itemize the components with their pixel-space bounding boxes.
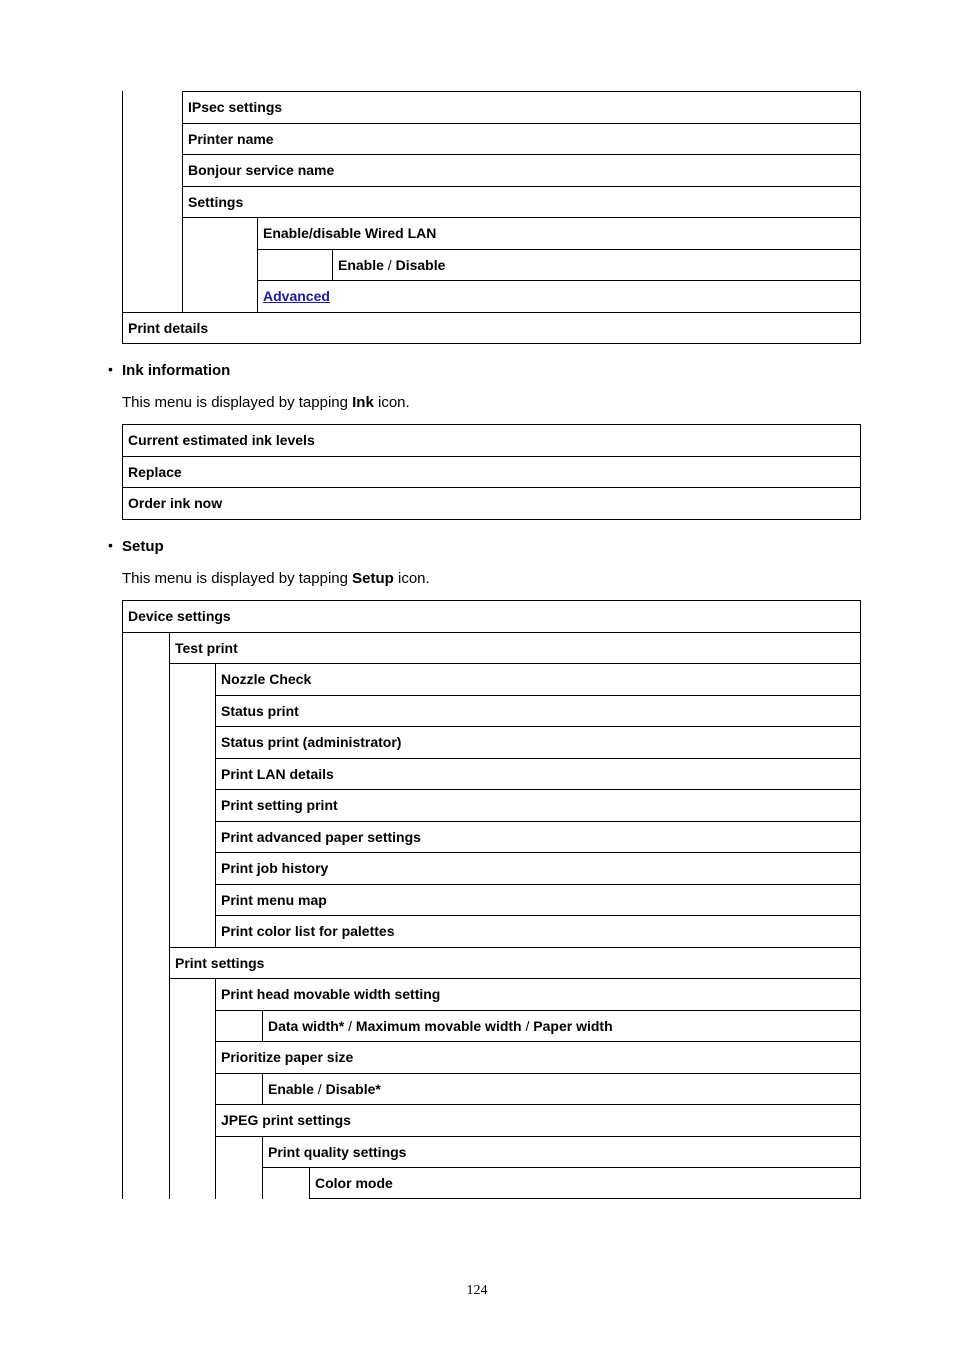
printer-name-row: Printer name <box>182 123 861 155</box>
enable-wired-lan-row: Enable/disable Wired LAN <box>257 217 861 250</box>
test-print-item: Print menu map <box>215 884 861 916</box>
option-enable: Enable <box>338 257 384 273</box>
enable-disable-row <box>332 249 861 281</box>
option-separator: / <box>344 1018 356 1034</box>
advanced-link[interactable]: Advanced <box>263 288 330 304</box>
jpeg-print-settings-row: JPEG print settings <box>215 1104 861 1137</box>
option-disable: Disable <box>395 257 446 273</box>
setup-desc-bold: Setup <box>352 570 394 587</box>
ink-desc-prefix: This menu is displayed by tapping <box>122 394 353 411</box>
option-enable: Enable <box>268 1081 314 1097</box>
test-print-item: Print color list for palettes <box>215 915 861 948</box>
option-max-movable-width: Maximum movable width <box>355 1018 522 1034</box>
setup-heading <box>108 537 164 555</box>
ink-desc-suffix: icon. <box>373 394 410 411</box>
ink-desc-bold: Ink <box>352 394 374 411</box>
indent-line <box>169 632 170 1199</box>
option-separator: / <box>521 1018 534 1034</box>
test-print-row: Test print <box>169 632 861 664</box>
head-width-row: Print head movable width setting <box>215 978 861 1011</box>
option-separator: / <box>383 257 396 273</box>
ink-information-heading <box>108 361 231 379</box>
head-width-options-row <box>262 1010 861 1042</box>
test-print-item: Print advanced paper settings <box>215 821 861 853</box>
option-data-width: Data width* <box>268 1018 345 1034</box>
ink-description <box>122 394 410 411</box>
option-paper-width: Paper width <box>533 1018 613 1034</box>
bullet-icon: • <box>108 537 113 553</box>
ink-heading-text: Ink information <box>122 362 231 379</box>
ipsec-settings-row: IPsec settings <box>182 91 861 124</box>
setup-desc-suffix: icon. <box>393 570 430 587</box>
prioritize-paper-size-row: Prioritize paper size <box>215 1041 861 1074</box>
prioritize-options-row <box>262 1073 861 1105</box>
print-settings-row: Print settings <box>169 947 861 979</box>
device-settings-row: Device settings <box>122 600 861 633</box>
table-left-border <box>122 91 123 312</box>
test-print-item: Print LAN details <box>215 758 861 790</box>
indent-line <box>215 979 216 1199</box>
bonjour-service-name-row: Bonjour service name <box>182 154 861 187</box>
setup-desc-prefix: This menu is displayed by tapping <box>122 570 353 587</box>
option-disable: Disable* <box>325 1081 381 1097</box>
ink-row: Order ink now <box>122 487 861 520</box>
settings-row: Settings <box>182 186 861 218</box>
ink-row: Replace <box>122 456 861 488</box>
test-print-item: Print setting print <box>215 789 861 822</box>
option-separator: / <box>313 1081 326 1097</box>
bullet-icon: • <box>108 361 113 377</box>
print-details-row: Print details <box>122 312 861 344</box>
test-print-item: Nozzle Check <box>215 663 861 696</box>
test-print-item: Status print (administrator) <box>215 726 861 759</box>
color-mode-row: Color mode <box>309 1167 861 1199</box>
test-print-item: Print job history <box>215 852 861 885</box>
table-left-border <box>122 632 123 1199</box>
setup-description <box>122 570 430 587</box>
ink-row: Current estimated ink levels <box>122 424 861 457</box>
advanced-row <box>257 280 861 313</box>
print-quality-settings-row: Print quality settings <box>262 1136 861 1168</box>
setup-heading-text: Setup <box>122 538 164 555</box>
test-print-item: Status print <box>215 695 861 727</box>
page-number: 124 <box>466 1283 488 1298</box>
